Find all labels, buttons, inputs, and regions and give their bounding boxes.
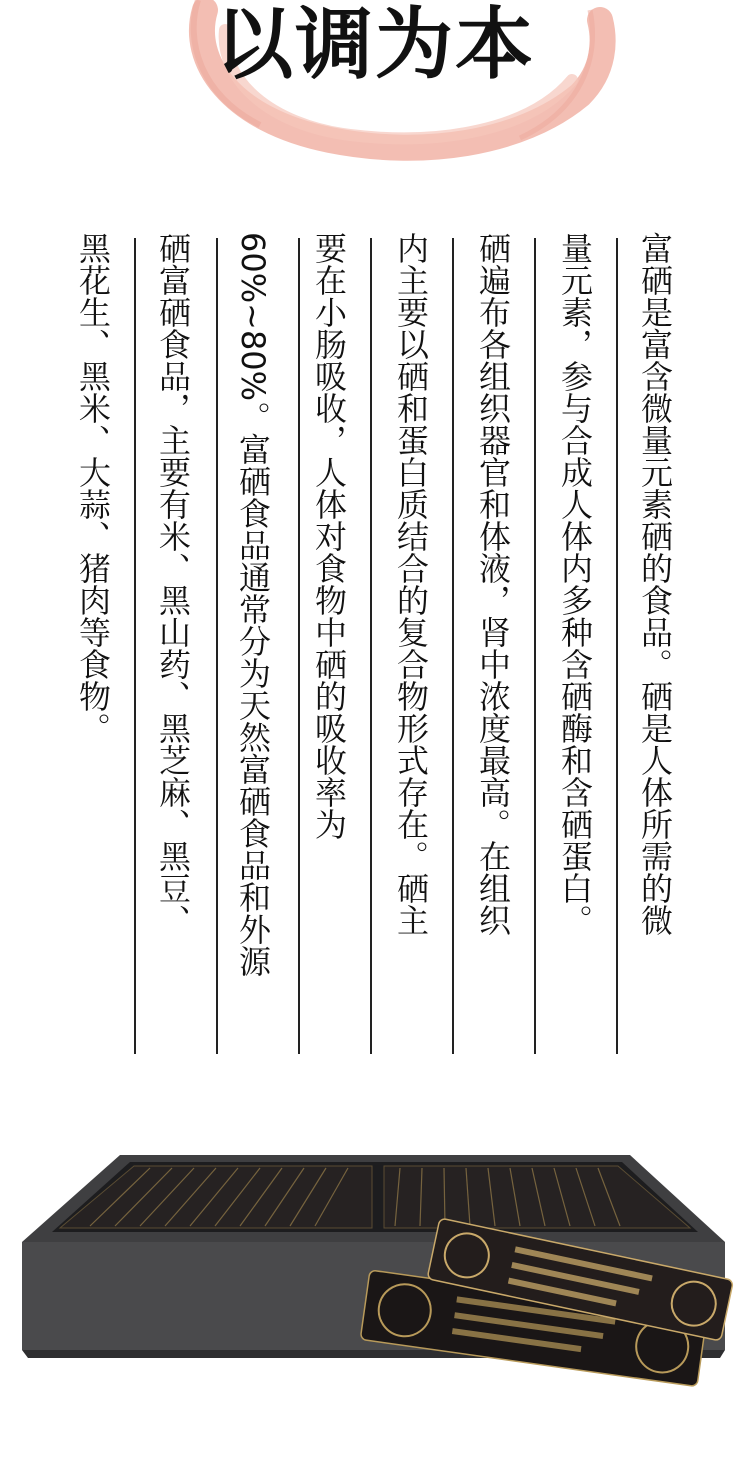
- column-divider: [298, 238, 300, 1054]
- text-column-4: 内主要以硒和蛋白质结合的复合物形式存在。硒主: [392, 232, 430, 936]
- text-column-7: 硒富硒食品，主要有米、黑山药、黑芝麻、黑豆、: [154, 232, 192, 936]
- text-column-1: 富硒是富含微量元素硒的食品。硒是人体所需的微: [636, 232, 674, 936]
- text-column-3: 硒遍布各组织器官和体液，肾中浓度最高。在组织: [474, 232, 512, 936]
- column-divider: [370, 238, 372, 1054]
- text-column-5: 要在小肠吸收，人体对食物中硒的吸收率为: [310, 232, 348, 840]
- column-divider: [134, 238, 136, 1054]
- page-title: 以调为本: [214, 0, 535, 90]
- column-divider: [216, 238, 218, 1054]
- vertical-text-block: [76, 232, 676, 1062]
- product-box-image: [0, 1120, 750, 1470]
- text-column-8: 黑花生、黑米、大蒜、猪肉等食物。: [74, 232, 112, 744]
- column-divider: [452, 238, 454, 1054]
- text-column-6: 60%~80%。富硒食品通常分为天然富硒食品和外源: [234, 232, 272, 978]
- column-divider: [616, 238, 618, 1054]
- text-column-2: 量元素，参与合成人体内多种含硒酶和含硒蛋白。: [556, 232, 594, 936]
- column-divider: [534, 238, 536, 1054]
